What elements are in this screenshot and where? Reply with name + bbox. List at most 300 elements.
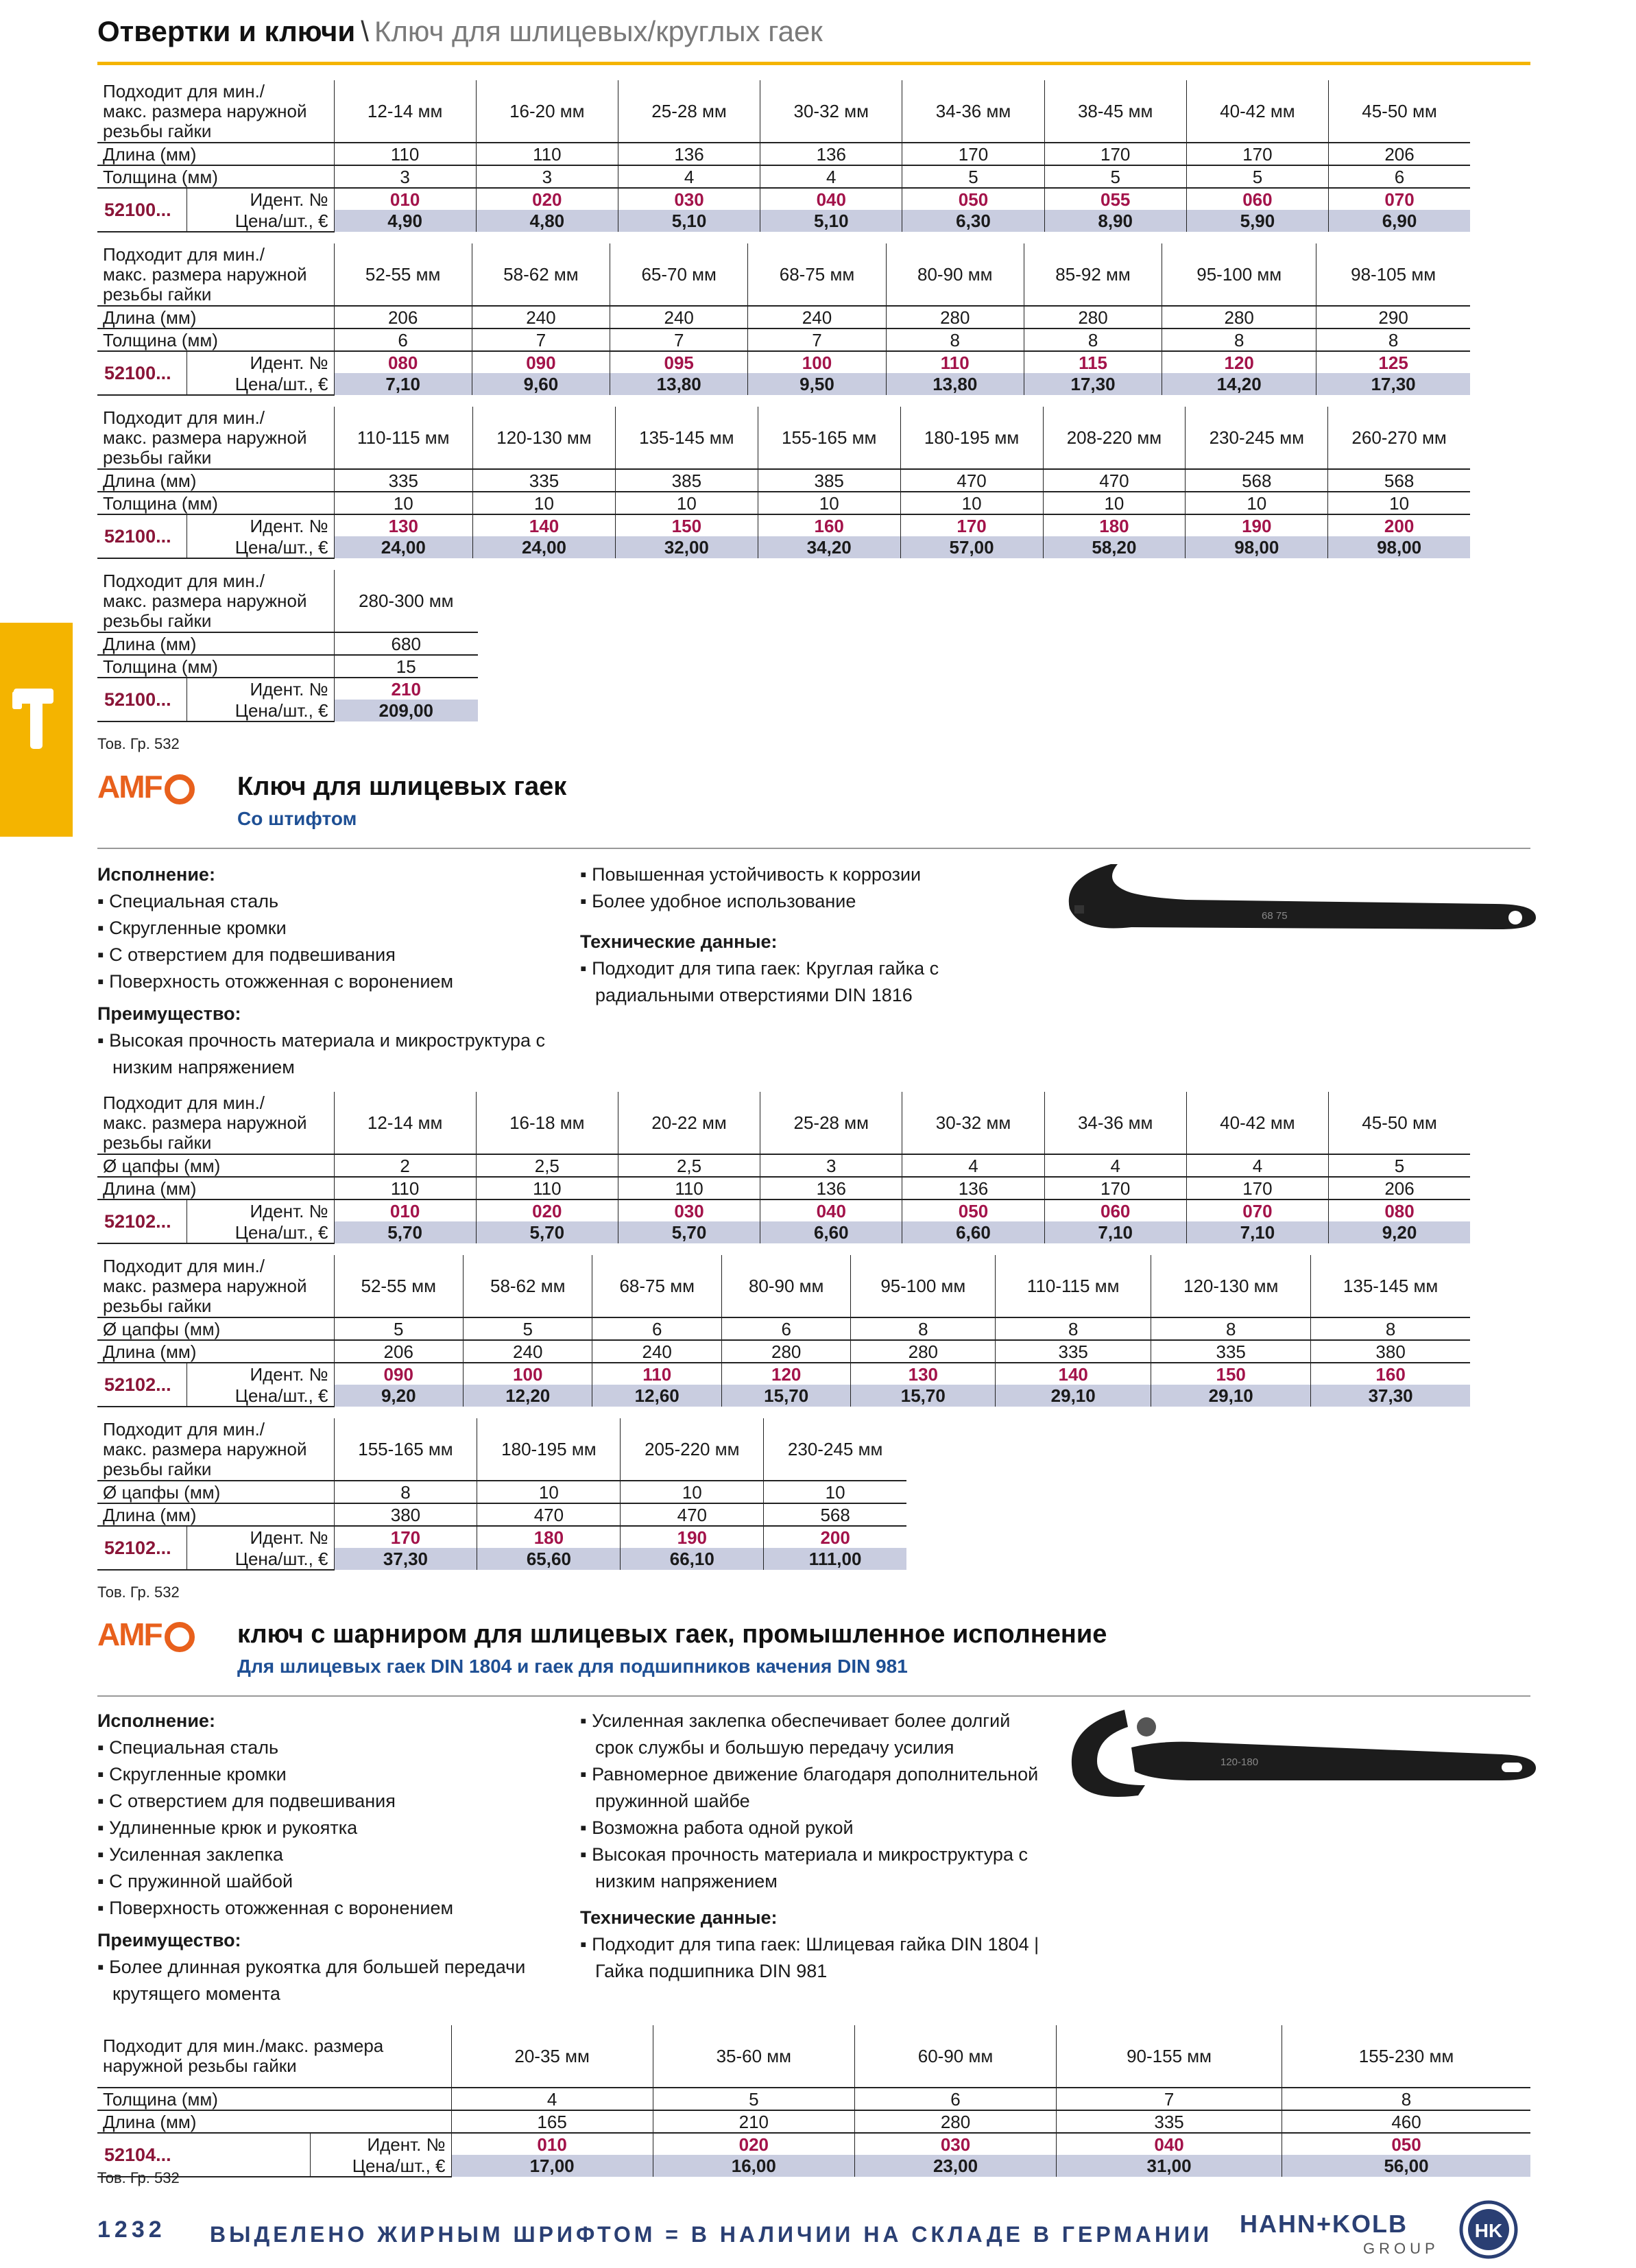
price-label: Цена/шт., € bbox=[187, 1548, 334, 1570]
pin-label: Ø цапфы (мм) bbox=[97, 1481, 334, 1503]
size-label-line: макс. размера наружной bbox=[103, 1275, 307, 1296]
price-cell: 15,70 bbox=[851, 1385, 996, 1407]
price-cell: 98,00 bbox=[1328, 536, 1470, 558]
thickness-cell: 4 bbox=[618, 165, 760, 188]
tool-marking: 68 75 bbox=[1262, 910, 1288, 922]
ident-cell: 130 bbox=[334, 514, 473, 536]
thickness-row bbox=[97, 165, 1470, 188]
thickness-label: Толщина (мм) bbox=[97, 165, 334, 188]
price-cell: 7,10 bbox=[1044, 1221, 1186, 1243]
length-cell: 280 bbox=[721, 1340, 850, 1363]
size-label bbox=[97, 80, 334, 143]
list-item: ▪ Скругленные кромки bbox=[97, 918, 287, 938]
size-cell: 16-20 мм bbox=[476, 80, 618, 143]
price-row bbox=[97, 536, 1470, 558]
thickness-cell: 6 bbox=[334, 329, 472, 351]
pin-cell: 5 bbox=[1329, 1154, 1470, 1177]
price-cell: 6,60 bbox=[902, 1221, 1044, 1243]
size-cell: 260-270 мм bbox=[1328, 407, 1470, 469]
ident-cell: 010 bbox=[451, 2133, 653, 2155]
thickness-row bbox=[97, 2088, 1530, 2110]
length-label: Длина (мм) bbox=[97, 306, 334, 329]
ident-cell: 070 bbox=[1329, 188, 1470, 210]
length-cell: 335 bbox=[473, 469, 616, 492]
size-label-line: резьбы гайки bbox=[103, 446, 212, 468]
price-cell: 7,10 bbox=[334, 373, 472, 395]
ident-cell: 080 bbox=[334, 351, 472, 373]
pin-cell: 6 bbox=[721, 1317, 850, 1340]
price-label: Цена/шт., € bbox=[187, 700, 334, 721]
header-subtitle: Ключ для шлицевых/круглых гаек bbox=[374, 15, 823, 47]
price-cell: 12,60 bbox=[592, 1385, 721, 1407]
execution-heading: Исполнение: bbox=[97, 864, 215, 885]
thickness-cell: 10 bbox=[1328, 492, 1470, 514]
price-cell: 5,10 bbox=[760, 210, 902, 232]
size-cell: 80-90 мм bbox=[886, 243, 1024, 306]
ident-cell: 100 bbox=[748, 351, 886, 373]
thickness-cell: 8 bbox=[1162, 329, 1316, 351]
ident-cell: 090 bbox=[472, 351, 610, 373]
pin-wrench-spec-table bbox=[97, 1092, 1470, 1244]
price-row bbox=[97, 2155, 1530, 2177]
price-cell: 58,20 bbox=[1043, 536, 1186, 558]
size-label bbox=[97, 243, 334, 306]
list-item: ▪ Равномерное движение благодаря дополнительной пружинной шайбе bbox=[580, 1764, 1039, 1811]
ident-cell: 125 bbox=[1316, 351, 1470, 373]
amf-logo bbox=[97, 768, 195, 805]
price-cell: 24,00 bbox=[473, 536, 616, 558]
size-cell: 38-45 мм bbox=[1044, 80, 1186, 143]
list-item: ▪ Усиленная заклепка bbox=[97, 1844, 284, 1865]
ident-cell: 030 bbox=[618, 1199, 760, 1221]
price-cell: 23,00 bbox=[854, 2155, 1056, 2177]
length-cell: 110 bbox=[334, 143, 476, 165]
size-cell: 68-75 мм bbox=[748, 243, 886, 306]
ident-cell: 140 bbox=[996, 1363, 1151, 1385]
length-cell: 568 bbox=[764, 1503, 906, 1526]
list-item: ▪ Удлиненные крюк и рукоятка bbox=[97, 1817, 358, 1838]
thickness-label: Толщина (мм) bbox=[97, 329, 334, 351]
ident-cell: 130 bbox=[851, 1363, 996, 1385]
article-number: 52102... bbox=[97, 1199, 187, 1243]
size-label-line: резьбы гайки bbox=[103, 120, 212, 141]
length-cell: 335 bbox=[1151, 1340, 1311, 1363]
pin-cell: 8 bbox=[334, 1481, 477, 1503]
price-row bbox=[97, 373, 1470, 395]
size-cell: 155-165 мм bbox=[334, 1418, 477, 1481]
size-cell: 80-90 мм bbox=[721, 1255, 850, 1317]
article-number: 52100... bbox=[97, 678, 187, 721]
length-label: Длина (мм) bbox=[97, 1177, 334, 1199]
execution-heading: Исполнение: bbox=[97, 1710, 215, 1731]
ident-cell: 030 bbox=[854, 2133, 1056, 2155]
length-cell: 136 bbox=[902, 1177, 1044, 1199]
ident-cell: 070 bbox=[1186, 1199, 1328, 1221]
length-cell: 170 bbox=[1186, 1177, 1328, 1199]
wrench-spec-table bbox=[97, 243, 1470, 396]
thickness-cell: 5 bbox=[653, 2088, 854, 2110]
ident-row bbox=[97, 351, 1470, 373]
pin-cell: 8 bbox=[1311, 1317, 1470, 1340]
list-item: ▪ Подходит для типа гаек: Шлицевая гайка DIN 1804 | Гайка подшипника DIN 981 bbox=[580, 1934, 1039, 1981]
price-cell: 5,70 bbox=[618, 1221, 760, 1243]
feature-list bbox=[580, 1708, 1053, 1985]
size-cell: 110-115 мм bbox=[996, 1255, 1151, 1317]
stock-note: ВЫДЕЛЕНО ЖИРНЫМ ШРИФТОМ = В НАЛИЧИИ НА СКЛАДЕ В ГЕРМАНИИ bbox=[210, 2222, 1213, 2247]
ident-cell: 040 bbox=[1057, 2133, 1282, 2155]
length-cell: 210 bbox=[653, 2110, 854, 2133]
size-cell: 135-145 мм bbox=[1311, 1255, 1470, 1317]
price-cell: 111,00 bbox=[764, 1548, 906, 1570]
length-cell: 110 bbox=[618, 1177, 760, 1199]
size-cell: 34-36 мм bbox=[1044, 1092, 1186, 1154]
length-label: Длина (мм) bbox=[97, 469, 334, 492]
size-cell: 25-28 мм bbox=[760, 1092, 902, 1154]
size-cell: 40-42 мм bbox=[1186, 1092, 1328, 1154]
advantage-heading: Преимущество: bbox=[97, 1003, 241, 1024]
length-label: Длина (мм) bbox=[97, 1503, 334, 1526]
amf-logo bbox=[97, 1616, 195, 1653]
list-item: ▪ Более длинная рукоятка для большей передачи крутящего момента bbox=[97, 1957, 526, 2004]
ident-label: Идент. № bbox=[250, 678, 328, 700]
thickness-cell: 6 bbox=[854, 2088, 1056, 2110]
size-cell: 35-60 мм bbox=[653, 2025, 854, 2088]
size-cell: 135-145 мм bbox=[615, 407, 758, 469]
price-cell: 17,30 bbox=[1024, 373, 1162, 395]
length-label: Длина (мм) bbox=[97, 632, 334, 655]
size-cell: 120-130 мм bbox=[473, 407, 616, 469]
tech-heading: Технические данные: bbox=[580, 931, 778, 952]
thickness-cell: 8 bbox=[1024, 329, 1162, 351]
ident-cell: 060 bbox=[1044, 1199, 1186, 1221]
thickness-cell: 3 bbox=[476, 165, 618, 188]
tool-marking: 120-180 bbox=[1220, 1756, 1259, 1768]
size-label-line: Подходит для мин./макс. размера bbox=[103, 2036, 384, 2056]
length-cell: 240 bbox=[610, 306, 748, 329]
list-item: ▪ С отверстием для подвешивания bbox=[97, 1791, 396, 1811]
size-label-line: Подходит для мин./ bbox=[103, 1092, 265, 1113]
ident-cell: 150 bbox=[615, 514, 758, 536]
list-item: ▪ Подходит для типа гаек: Круглая гайка с радиальными отверстиями DIN 1816 bbox=[580, 958, 939, 1005]
thickness-cell: 8 bbox=[1316, 329, 1470, 351]
length-cell: 470 bbox=[477, 1503, 621, 1526]
ident-label: Идент. № bbox=[250, 1527, 328, 1548]
article-number: 52100... bbox=[97, 514, 187, 558]
section-subtitle: Для шлицевых гаек DIN 1804 и гаек для подшипников качения DIN 981 bbox=[237, 1656, 908, 1677]
thickness-cell: 15 bbox=[334, 655, 478, 678]
size-cell: 95-100 мм bbox=[1162, 243, 1316, 306]
size-cell: 85-92 мм bbox=[1024, 243, 1162, 306]
wrench-spec-table bbox=[97, 80, 1470, 232]
length-row bbox=[97, 1503, 906, 1526]
thickness-cell: 8 bbox=[1282, 2088, 1530, 2110]
header-category: Отвертки и ключи bbox=[97, 15, 356, 47]
thickness-cell: 8 bbox=[886, 329, 1024, 351]
price-cell: 32,00 bbox=[615, 536, 758, 558]
ident-cell: 020 bbox=[653, 2133, 854, 2155]
size-cell: 52-55 мм bbox=[334, 1255, 463, 1317]
ident-cell: 190 bbox=[621, 1526, 764, 1548]
wrench-spec-table bbox=[97, 407, 1470, 559]
price-cell: 5,10 bbox=[618, 210, 760, 232]
length-cell: 335 bbox=[996, 1340, 1151, 1363]
product-group-note: Тов. Гр. 532 bbox=[97, 2169, 180, 2186]
ident-label: Идент. № bbox=[367, 2134, 446, 2155]
ident-cell: 115 bbox=[1024, 351, 1162, 373]
price-cell: 65,60 bbox=[477, 1548, 621, 1570]
article-number: 52100... bbox=[97, 351, 187, 395]
length-row bbox=[97, 306, 1470, 329]
thickness-label: Толщина (мм) bbox=[97, 2088, 451, 2110]
price-row bbox=[97, 1548, 906, 1570]
length-cell: 136 bbox=[760, 143, 902, 165]
size-cell: 208-220 мм bbox=[1043, 407, 1186, 469]
pin-wrench-spec-table bbox=[97, 1255, 1470, 1407]
length-cell: 280 bbox=[886, 306, 1024, 329]
length-cell: 335 bbox=[334, 469, 473, 492]
thickness-cell: 10 bbox=[473, 492, 616, 514]
ident-cell: 210 bbox=[334, 678, 478, 700]
ident-cell: 140 bbox=[473, 514, 616, 536]
price-cell: 12,20 bbox=[463, 1385, 592, 1407]
ident-row bbox=[97, 1526, 906, 1548]
length-cell: 240 bbox=[592, 1340, 721, 1363]
thickness-cell: 7 bbox=[610, 329, 748, 351]
ident-cell: 160 bbox=[758, 514, 900, 536]
thickness-cell: 10 bbox=[1186, 492, 1328, 514]
length-cell: 335 bbox=[1057, 2110, 1282, 2133]
price-cell: 8,90 bbox=[1044, 210, 1186, 232]
length-label: Длина (мм) bbox=[97, 1340, 334, 1363]
list-item: ▪ Специальная сталь bbox=[97, 891, 279, 911]
list-item: ▪ Высокая прочность материала и микроструктура с низким напряжением bbox=[580, 1844, 1028, 1891]
category-side-tab bbox=[0, 623, 73, 837]
price-cell: 4,80 bbox=[476, 210, 618, 232]
pin-cell: 4 bbox=[1044, 1154, 1186, 1177]
pin-cell: 3 bbox=[760, 1154, 902, 1177]
section-divider bbox=[97, 1695, 1530, 1697]
pin-cell: 2,5 bbox=[618, 1154, 760, 1177]
size-row bbox=[97, 80, 1470, 143]
price-cell: 66,10 bbox=[621, 1548, 764, 1570]
length-label: Длина (мм) bbox=[97, 143, 334, 165]
list-item: ▪ Более удобное использование bbox=[580, 891, 856, 911]
length-cell: 568 bbox=[1328, 469, 1470, 492]
size-cell: 155-165 мм bbox=[758, 407, 900, 469]
ident-cell: 160 bbox=[1311, 1363, 1470, 1385]
product-group-note: Тов. Гр. 532 bbox=[97, 735, 180, 752]
price-label: Цена/шт., € bbox=[187, 210, 334, 232]
ident-label: Идент. № bbox=[250, 1200, 328, 1221]
price-cell: 9,20 bbox=[1329, 1221, 1470, 1243]
size-label-line: макс. размера наружной bbox=[103, 263, 307, 285]
size-cell: 52-55 мм bbox=[334, 243, 472, 306]
article-number: 52100... bbox=[97, 188, 187, 232]
pin-cell: 2,5 bbox=[476, 1154, 618, 1177]
pin-cell: 2 bbox=[334, 1154, 476, 1177]
price-cell: 29,10 bbox=[1151, 1385, 1311, 1407]
price-cell: 209,00 bbox=[334, 700, 478, 721]
size-label-line: макс. размера наружной bbox=[103, 100, 307, 121]
size-label-line: Подходит для мин./ bbox=[103, 1418, 265, 1440]
ident-cell: 095 bbox=[610, 351, 748, 373]
section-divider bbox=[97, 848, 1530, 849]
size-cell: 45-50 мм bbox=[1329, 80, 1470, 143]
size-cell: 120-130 мм bbox=[1151, 1255, 1311, 1317]
ident-cell: 010 bbox=[334, 188, 476, 210]
header-separator: \ bbox=[361, 15, 369, 47]
thickness-row bbox=[97, 655, 478, 678]
pin-row bbox=[97, 1317, 1470, 1340]
length-cell: 280 bbox=[851, 1340, 996, 1363]
size-cell: 58-62 мм bbox=[472, 243, 610, 306]
pin-cell: 6 bbox=[592, 1317, 721, 1340]
length-cell: 110 bbox=[476, 143, 618, 165]
ident-cell: 020 bbox=[476, 1199, 618, 1221]
list-item: ▪ С пружинной шайбой bbox=[97, 1871, 293, 1891]
pin-wrench-spec-table bbox=[97, 1418, 906, 1571]
list-item: ▪ Высокая прочность материала и микроструктура с низким напряжением bbox=[97, 1030, 545, 1077]
price-cell: 14,20 bbox=[1162, 373, 1316, 395]
size-label-line: резьбы гайки bbox=[103, 1132, 212, 1153]
ident-cell: 080 bbox=[1329, 1199, 1470, 1221]
price-cell: 34,20 bbox=[758, 536, 900, 558]
length-cell: 170 bbox=[1044, 143, 1186, 165]
size-cell: 30-32 мм bbox=[902, 1092, 1044, 1154]
size-label-line: макс. размера наружной bbox=[103, 1438, 307, 1459]
pin-row bbox=[97, 1481, 906, 1503]
size-label bbox=[97, 407, 334, 469]
price-cell: 15,70 bbox=[721, 1385, 850, 1407]
price-cell: 37,30 bbox=[334, 1548, 477, 1570]
price-cell: 4,90 bbox=[334, 210, 476, 232]
article-number: 52102... bbox=[97, 1363, 187, 1407]
size-row bbox=[97, 2025, 1530, 2088]
hook-wrench-image bbox=[1056, 850, 1536, 967]
brand-group: GROUP bbox=[1363, 2240, 1439, 2257]
size-cell: 30-32 мм bbox=[760, 80, 902, 143]
ident-cell: 030 bbox=[618, 188, 760, 210]
thickness-cell: 10 bbox=[615, 492, 758, 514]
hinged-wrench-spec-table bbox=[97, 2025, 1530, 2177]
advantage-heading: Преимущество: bbox=[97, 1930, 241, 1950]
length-row bbox=[97, 469, 1470, 492]
length-row bbox=[97, 1177, 1470, 1199]
list-item: ▪ Повышенная устойчивость к коррозии bbox=[580, 864, 922, 885]
article-number: 52102... bbox=[97, 1526, 187, 1570]
price-cell: 29,10 bbox=[996, 1385, 1151, 1407]
length-cell: 470 bbox=[900, 469, 1043, 492]
amf-circle-icon bbox=[165, 1622, 195, 1652]
size-cell: 58-62 мм bbox=[463, 1255, 592, 1317]
ident-cell: 150 bbox=[1151, 1363, 1311, 1385]
size-row bbox=[97, 243, 1470, 306]
length-cell: 206 bbox=[334, 306, 472, 329]
size-label-line: Подходит для мин./ bbox=[103, 407, 265, 428]
price-label: Цена/шт., € bbox=[187, 373, 334, 395]
pin-cell: 4 bbox=[1186, 1154, 1328, 1177]
product-group-note: Тов. Гр. 532 bbox=[97, 1584, 180, 1601]
ident-cell: 050 bbox=[1282, 2133, 1530, 2155]
price-cell: 6,60 bbox=[760, 1221, 902, 1243]
length-cell: 385 bbox=[758, 469, 900, 492]
pin-cell: 10 bbox=[764, 1481, 906, 1503]
length-row bbox=[97, 632, 478, 655]
thickness-row bbox=[97, 492, 1470, 514]
price-cell: 5,70 bbox=[334, 1221, 476, 1243]
length-cell: 280 bbox=[854, 2110, 1056, 2133]
ident-cell: 200 bbox=[1328, 514, 1470, 536]
length-cell: 206 bbox=[334, 1340, 463, 1363]
size-cell: 45-50 мм bbox=[1329, 1092, 1470, 1154]
size-row bbox=[97, 570, 478, 632]
price-row bbox=[97, 1385, 1470, 1407]
length-cell: 170 bbox=[1186, 143, 1328, 165]
ident-cell: 200 bbox=[764, 1526, 906, 1548]
length-cell: 385 bbox=[615, 469, 758, 492]
size-cell: 205-220 мм bbox=[621, 1418, 764, 1481]
thickness-cell: 4 bbox=[760, 165, 902, 188]
ident-cell: 055 bbox=[1044, 188, 1186, 210]
list-item: ▪ Поверхность отожженная с воронением bbox=[97, 1898, 454, 1918]
pin-label: Ø цапфы (мм) bbox=[97, 1317, 334, 1340]
hinged-hook-wrench-image bbox=[1056, 1699, 1536, 1830]
thickness-cell: 5 bbox=[902, 165, 1044, 188]
length-label: Длина (мм) bbox=[97, 2110, 451, 2133]
size-label bbox=[97, 570, 334, 632]
list-item: ▪ С отверстием для подвешивания bbox=[97, 944, 396, 965]
thickness-label: Толщина (мм) bbox=[97, 655, 334, 678]
size-label-line: Подходит для мин./ bbox=[103, 243, 265, 265]
price-label: Цена/шт., € bbox=[310, 2155, 451, 2177]
size-row bbox=[97, 1255, 1470, 1317]
thickness-label: Толщина (мм) bbox=[97, 492, 334, 514]
size-cell: 180-195 мм bbox=[477, 1418, 621, 1481]
price-row bbox=[97, 1221, 1470, 1243]
thickness-cell: 6 bbox=[1329, 165, 1470, 188]
length-cell: 380 bbox=[1311, 1340, 1470, 1363]
section-subtitle: Со штифтом bbox=[237, 808, 357, 829]
ident-label: Идент. № bbox=[250, 515, 328, 536]
price-cell: 5,70 bbox=[476, 1221, 618, 1243]
length-row bbox=[97, 143, 1470, 165]
thickness-cell: 7 bbox=[1057, 2088, 1282, 2110]
amf-logo-text: AMF bbox=[97, 769, 162, 804]
size-label bbox=[97, 2025, 451, 2088]
pin-cell: 4 bbox=[902, 1154, 1044, 1177]
ident-cell: 180 bbox=[1043, 514, 1186, 536]
size-cell: 12-14 мм bbox=[334, 1092, 476, 1154]
list-item: ▪ Специальная сталь bbox=[97, 1737, 279, 1758]
size-cell: 68-75 мм bbox=[592, 1255, 721, 1317]
length-cell: 110 bbox=[476, 1177, 618, 1199]
price-cell: 17,30 bbox=[1316, 373, 1470, 395]
length-cell: 136 bbox=[618, 143, 760, 165]
size-cell: 98-105 мм bbox=[1316, 243, 1470, 306]
pin-row bbox=[97, 1154, 1470, 1177]
amf-circle-icon bbox=[165, 774, 195, 804]
ident-cell: 120 bbox=[721, 1363, 850, 1385]
length-cell: 110 bbox=[334, 1177, 476, 1199]
length-cell: 470 bbox=[621, 1503, 764, 1526]
price-label: Цена/шт., € bbox=[187, 536, 334, 558]
size-cell: 16-18 мм bbox=[476, 1092, 618, 1154]
hahn-kolb-logo-icon bbox=[1459, 2200, 1518, 2259]
page-header bbox=[97, 15, 1530, 65]
ident-cell: 060 bbox=[1186, 188, 1328, 210]
ident-row bbox=[97, 188, 1470, 210]
length-cell: 240 bbox=[472, 306, 610, 329]
